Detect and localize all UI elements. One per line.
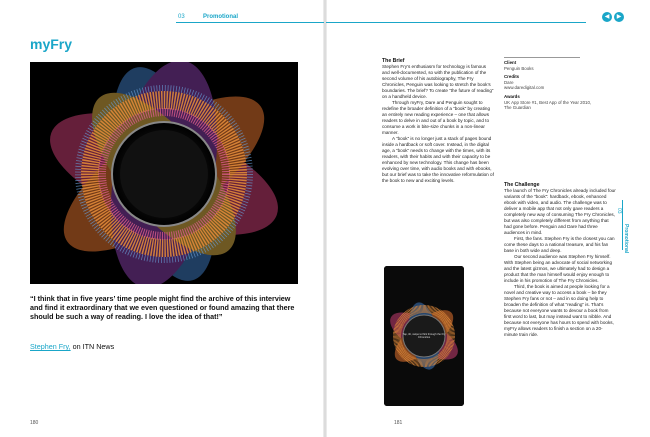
brief-column — [382, 58, 494, 184]
challenge-heading: The Challenge — [504, 182, 540, 188]
quote-attribution — [30, 342, 114, 351]
page-number-left: 180 — [30, 420, 39, 426]
attribution-name[interactable]: Stephen Fry, — [30, 342, 71, 351]
section-rule-left — [176, 22, 324, 23]
brief-paragraph: Through myFry, Dare and Penguin sought to redefine the broader definition of a “book” by creating an entirely new reading experience – one that allows readers to delve in and out of a book by topic, and to consume a work in bite-size chunks in a non-linear manner. — [382, 100, 491, 135]
app-screenshot — [384, 266, 464, 406]
pull-quote: “I think that in five years’ time people might find the archive of this interview and find it extraordinary that we even questioned or found amazing that there should be such a way of reading. I love the idea of that!” — [30, 294, 295, 322]
nav-prev-icon[interactable]: ◀ — [602, 12, 612, 22]
awards-value: UK App Store #1, Best App of the Year 2010, The Guardian — [504, 99, 592, 111]
brief-paragraph: Stephen Fry’s enthusiasm for technology is famous and well-documented, so with the publication of the second volume of his autobiography, The Fry Chronicles, Penguin was looking to stretch the book’s boundaries. The brief? To create “the future of reading” on a handheld device. — [382, 64, 494, 99]
challenge-paragraph: Our second audience was Stephen Fry himself. With Stephen being an advocate of social networking and the latest gizmos, we ultimately had to design a product that the man himself would enjoy enough to include in his promotion of The Fry Chronicles. — [504, 254, 613, 283]
challenge-column — [504, 182, 616, 338]
section-name: Promotional — [203, 14, 239, 20]
challenge-paragraph: Third, the book is aimed at people looking for a novel and creative way to access a book – be they Stephen Fry fans or not – and in so doing help to broaden the definition of what “reading” is. That’s because not everyone wants to devour a book from first word to last, but may instead want to nibble. And because not everyone has hours to spend with books, myFry allows readers to finish a section on a 20-minute train ride. — [504, 284, 614, 337]
nav-next-icon[interactable]: ▶ — [614, 12, 624, 22]
page-number-right: 181 — [394, 420, 403, 426]
challenge-paragraph: The launch of The Fry Chronicles already included four variants of the “book”: hardback, ebook, enhanced ebook with video, and audio. The challenge was to deliver a mobile app that not only gave readers a completely new way of consuming The Fry Chronicles, but was also completely different from anything that had gone before. Penguin and Dare had three audiences in mind. — [504, 188, 616, 235]
project-meta — [504, 60, 594, 114]
page-title: myFry — [30, 36, 73, 52]
credits-label: Credits — [504, 74, 520, 80]
side-tab-number: 03 — [616, 208, 622, 214]
book-gutter — [323, 0, 327, 437]
client-value: Penguin Books — [504, 65, 534, 71]
client-label: Client — [504, 60, 517, 65]
credits-value: Dare — [504, 79, 514, 85]
app-caption: Tap, tilt, swipe to flick through the Fry Chronicles — [402, 333, 446, 340]
myfry-hero-artwork — [30, 62, 298, 284]
awards-label: Awards — [504, 93, 520, 99]
section-number: 03 — [178, 14, 185, 20]
credits-url: www.daredigital.com — [504, 85, 545, 91]
side-tab-name: Promotional — [623, 224, 629, 254]
brief-paragraph: A “book” is no longer just a stack of pages bound inside a hardback or soft cover. Instead, in the digital age, a “book” needs to change with the times, with its readers, with their habits and with their capacity to be enhanced by new technology. This change has been evolving over time, with audio books and with ebooks, but our brief was to take the innovative reformulation of the book to new and exciting levels. — [382, 136, 494, 183]
section-rule-right — [326, 22, 586, 23]
attribution-source: on ITN News — [70, 342, 115, 351]
brief-heading: The Brief — [382, 58, 405, 64]
challenge-paragraph: First, the fans. Stephen Fry is the closest you can come these days to a national treasure, and his fan base in both wide and deep. — [504, 236, 615, 253]
meta-rule — [504, 57, 580, 58]
